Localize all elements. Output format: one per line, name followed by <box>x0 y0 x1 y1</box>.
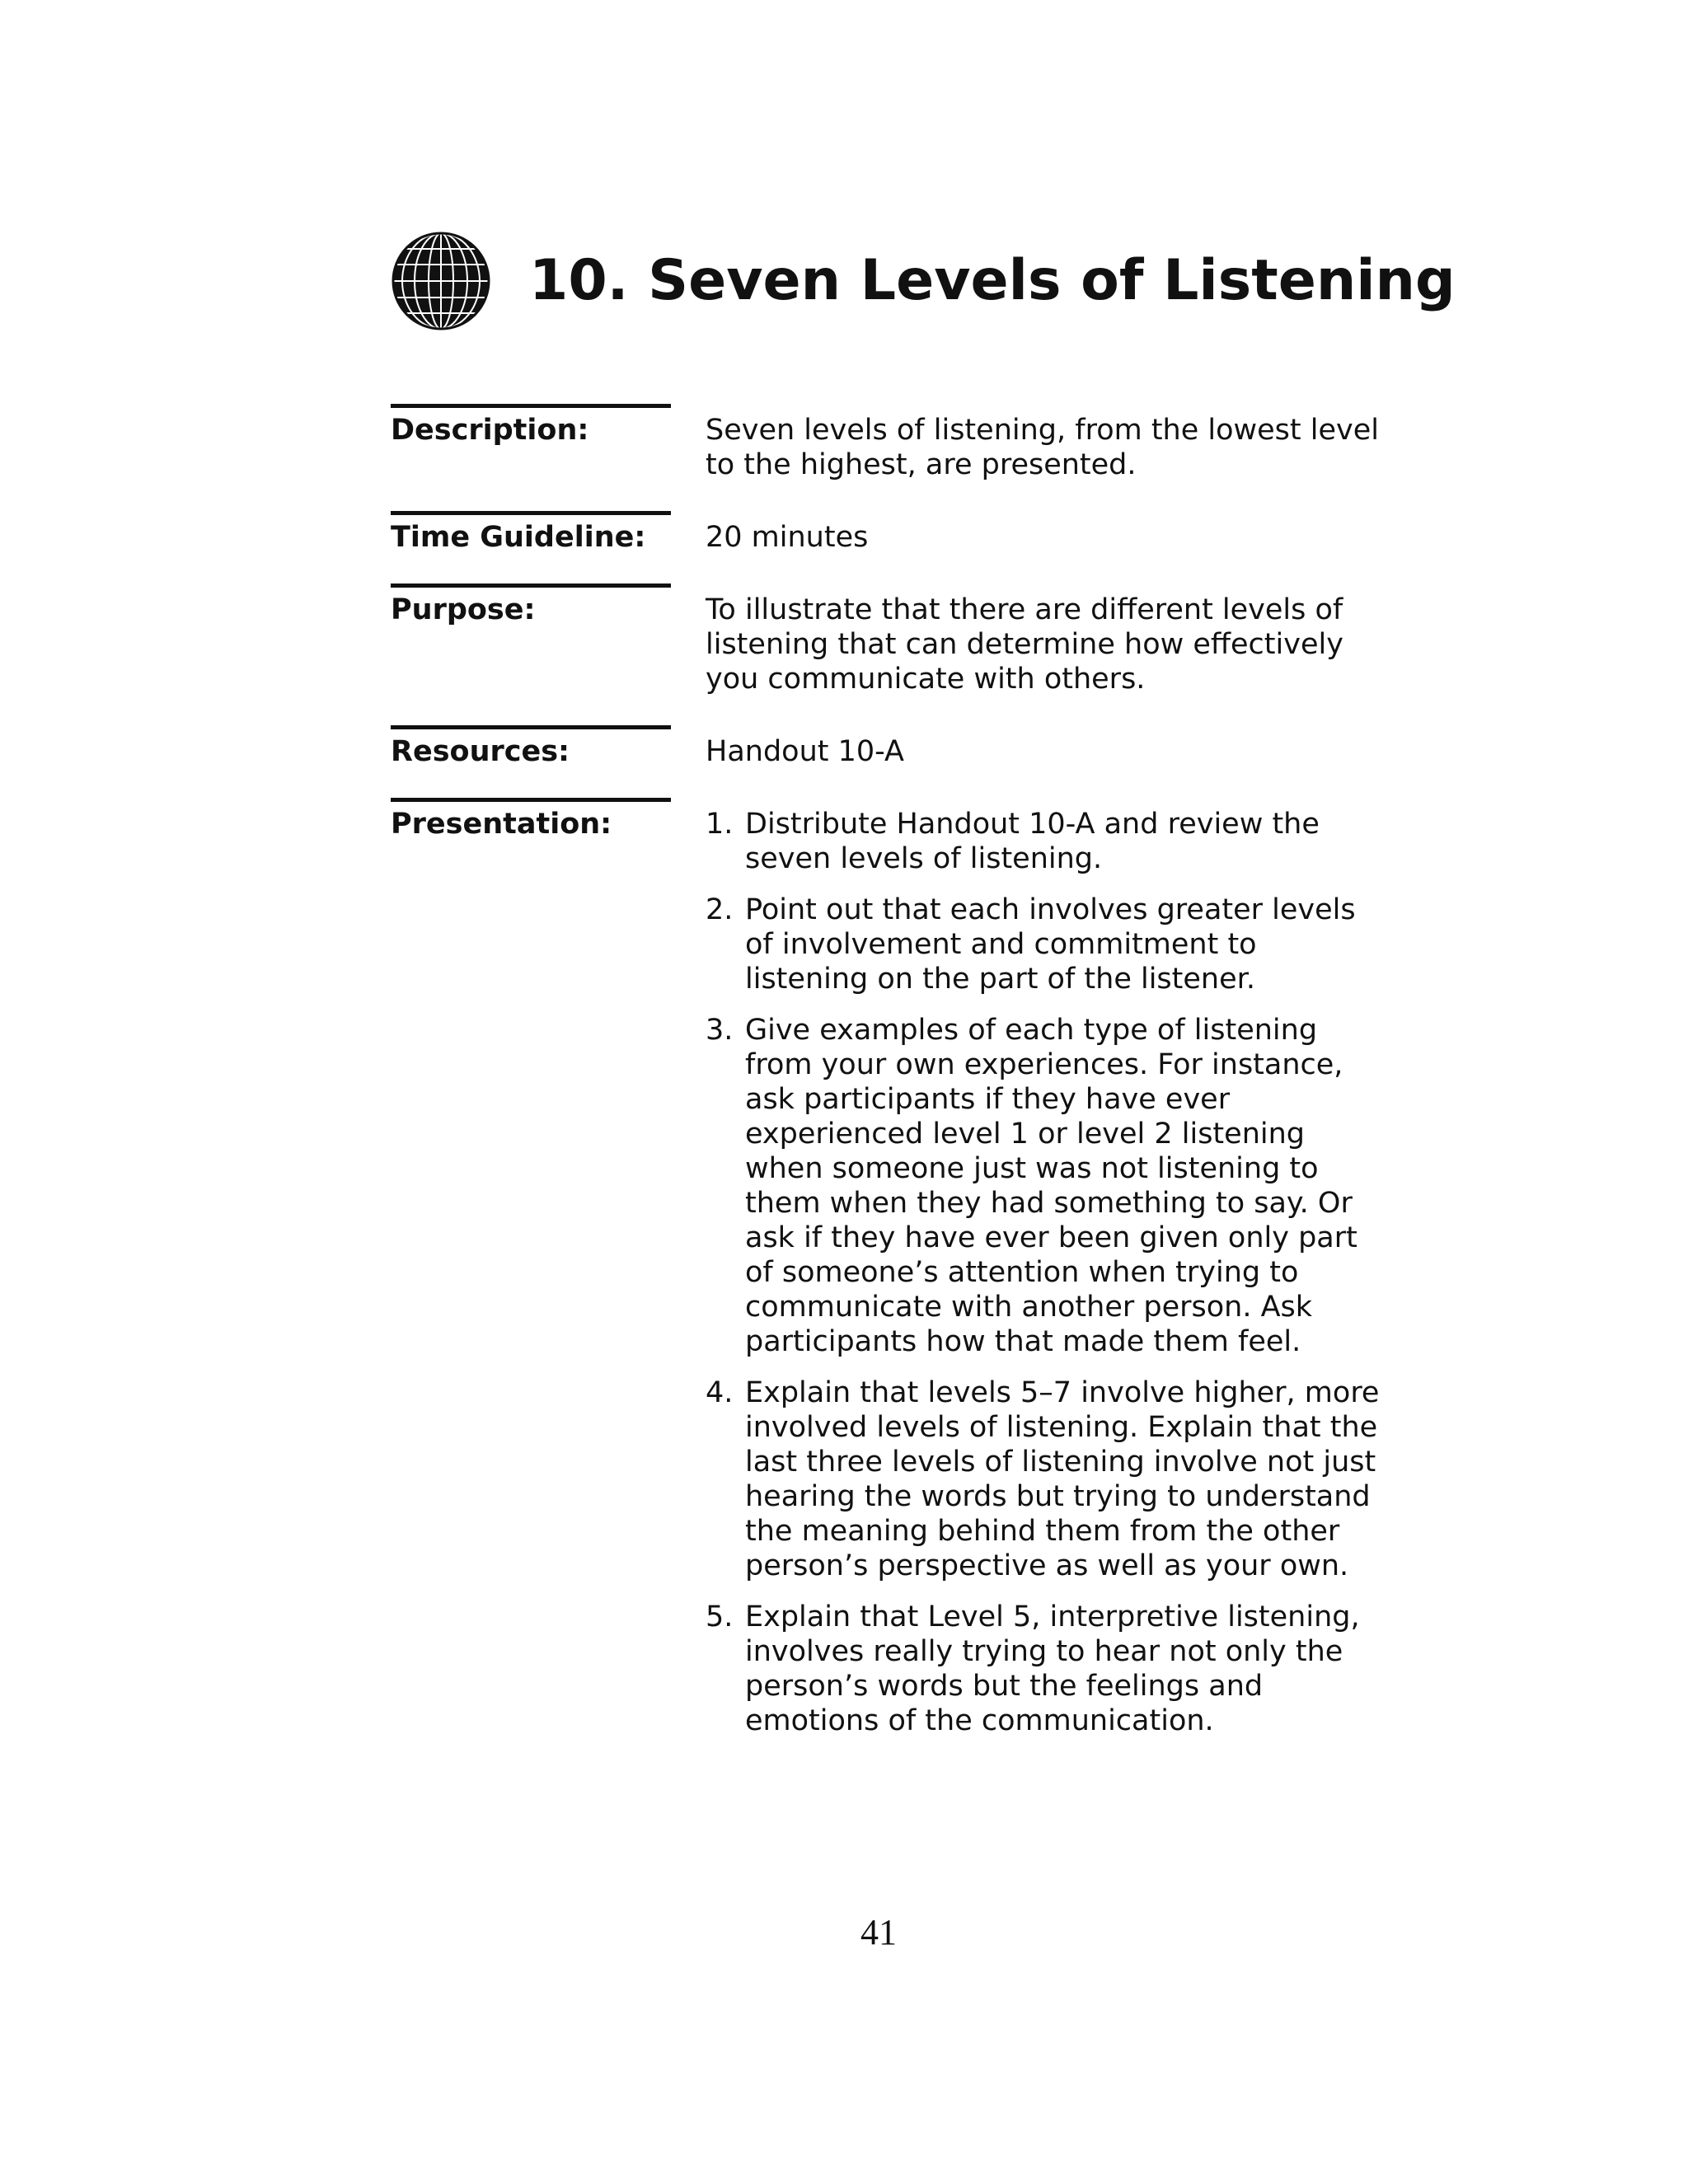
presentation-step <box>706 1013 1381 1359</box>
description-text: Seven levels of listening, from the lowest level to the highest, are presented. <box>706 414 1379 481</box>
presentation-label: Presentation: <box>391 808 612 841</box>
page-header <box>391 231 1462 338</box>
presentation-step <box>706 1600 1381 1738</box>
step-text: Explain that levels 5–7 involve higher, more involved levels of listening. Explain that the last three levels of listening involve not just hearing the words but trying to understand the meaning behind them from the other person’s perspective as well as your own. <box>745 1376 1380 1582</box>
section-rule <box>391 725 671 729</box>
step-text: Explain that Level 5, interpretive listening, involves really trying to hear not only the person’s words but the feelings and emotions of the communication. <box>745 1601 1360 1737</box>
step-number: 2. <box>706 893 734 926</box>
step-number: 5. <box>706 1601 734 1633</box>
description-value <box>706 413 1381 482</box>
time-guideline-text: 20 minutes <box>706 521 869 554</box>
step-number: 1. <box>706 808 734 841</box>
section-rule <box>391 583 671 588</box>
presentation-step <box>706 807 1381 876</box>
resources-value <box>706 734 1381 769</box>
presentation-step <box>706 893 1381 996</box>
time-guideline-label-block <box>391 511 671 555</box>
presentation-label-block <box>391 798 671 841</box>
step-text: Distribute Handout 10-A and review the seven levels of listening. <box>745 808 1320 875</box>
purpose-label-block <box>391 583 671 627</box>
step-text: Point out that each involves greater levels of involvement and commitment to listening on the part of the listener. <box>745 893 1356 996</box>
purpose-label: Purpose: <box>391 593 536 626</box>
resources-label-block <box>391 725 671 769</box>
time-guideline-value <box>706 520 1381 555</box>
purpose-value <box>706 593 1381 696</box>
step-number: 4. <box>706 1376 734 1409</box>
section-rule <box>391 798 671 802</box>
section-rule <box>391 511 671 515</box>
globe-icon <box>391 231 491 331</box>
resources-label: Resources: <box>391 735 570 768</box>
time-guideline-label: Time Guideline: <box>391 521 646 554</box>
section-rule <box>391 404 671 408</box>
description-label: Description: <box>391 414 589 447</box>
presentation-value <box>706 807 1381 1755</box>
description-label-block <box>391 404 671 448</box>
step-number: 3. <box>706 1014 734 1047</box>
purpose-text: To illustrate that there are different levels of listening that can determine how effectively you communicate with others. <box>706 593 1343 696</box>
step-text: Give examples of each type of listening from your own experiences. For instance, ask participants if they have ever experienced level 1 or level 2 listening when someone just was not listening to them when they had something to say. Or ask if they have ever been given only part of someone’s attention when trying to communicate with another person. Ask participants how that made them feel. <box>745 1014 1357 1358</box>
page-number: 41 <box>860 1912 897 1952</box>
presentation-step <box>706 1376 1381 1583</box>
presentation-steps <box>706 807 1381 1738</box>
resources-text: Handout 10-A <box>706 735 904 768</box>
page-title: 10. Seven Levels of Listening <box>529 248 1456 313</box>
